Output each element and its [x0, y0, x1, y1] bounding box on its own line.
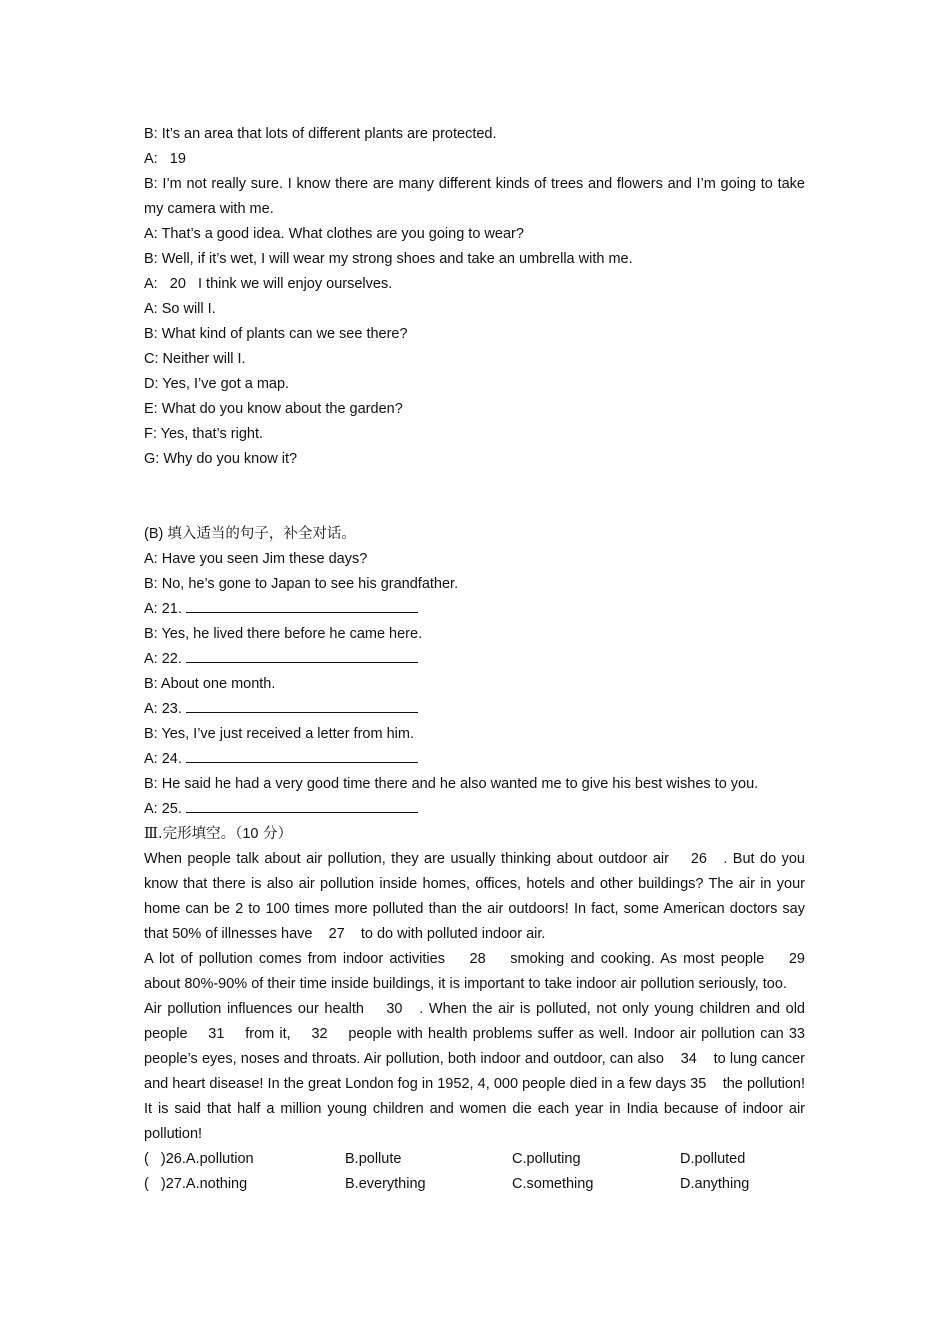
section-3-score: 10 [242, 826, 259, 842]
question-number[interactable]: ( )27.A.nothing [144, 1176, 248, 1192]
choice-row [144, 1147, 805, 1172]
question-number[interactable]: ( )26.A.pollution [144, 1151, 254, 1167]
choice-c[interactable]: C.polluting [512, 1151, 581, 1167]
answer-line: A: 23. [144, 697, 805, 722]
option-line: B: What kind of plants can we see there? [144, 326, 408, 342]
option-line: A: So will I. [144, 301, 216, 317]
answer-line: A: 21. [144, 597, 805, 622]
option-line: G: Why do you know it? [144, 451, 298, 467]
answer-blank[interactable] [186, 748, 418, 763]
answer-blank[interactable] [186, 648, 418, 663]
dialogue-line: B: No, he’s gone to Japan to see his grandfather. [144, 576, 459, 592]
dialogue-line: B: I’m not really sure. I know there are many different kinds of trees and flowers and I’m going to take my camera with me. [144, 176, 805, 217]
choice-d[interactable]: D.polluted [680, 1151, 746, 1167]
dialogue-line: B: Yes, he lived there before he came here. [144, 626, 423, 642]
choice-row [144, 1172, 805, 1197]
dialogue-line: B: Well, if it’s wet, I will wear my strong shoes and take an umbrella with me. [144, 251, 633, 267]
answer-blank[interactable] [186, 698, 418, 713]
section-b-prefix: (B) [144, 526, 168, 542]
answer-line: A: 25. [144, 797, 805, 822]
section-b-dialogue [144, 547, 805, 822]
document-page [144, 122, 822, 1197]
section-b-instruction: 填入适当的句子，补全对话。 [167, 526, 356, 542]
dialogue-line: A: Have you seen Jim these days? [144, 551, 368, 567]
option-line: F: Yes, that’s right. [144, 426, 264, 442]
option-line: E: What do you know about the garden? [144, 401, 403, 417]
answer-line: A: 24. [144, 747, 805, 772]
choice-d[interactable]: D.anything [680, 1176, 750, 1192]
answer-blank[interactable] [186, 598, 418, 613]
dialogue-line: B: He said he had a very good time there and he also wanted me to give his best wishes to you. [144, 776, 759, 792]
spacer [144, 472, 805, 522]
section-b-heading [144, 522, 805, 547]
dialogue-line: B: It’s an area that lots of different plants are protected. [144, 126, 497, 142]
choice-b[interactable]: B.pollute [345, 1151, 402, 1167]
section-3-heading: Ⅲ.完形填空。（10 分） [144, 826, 293, 842]
dialogue-line: A: 20 I think we will enjoy ourselves. [144, 276, 393, 292]
choice-c[interactable]: C.something [512, 1176, 594, 1192]
dialogue-line: B: About one month. [144, 676, 276, 692]
dialogue-line: B: Yes, I’ve just received a letter from him. [144, 726, 414, 742]
cloze-paragraph: A lot of pollution comes from indoor activities 28 smoking and cooking. As most people 29 about 80%-90% of their time inside buildings, it is important to take indoor air pollution seriously, too. [144, 951, 822, 992]
option-line: D: Yes, I’ve got a map. [144, 376, 290, 392]
dialogue-line: A: 19 [144, 151, 186, 167]
section-3-title: Ⅲ.完形填空。 [144, 826, 236, 842]
dialogue-line: A: That’s a good idea. What clothes are you going to wear? [144, 226, 524, 242]
option-line: C: Neither will I. [144, 351, 246, 367]
answer-blank[interactable] [186, 798, 418, 813]
answer-line: A: 22. [144, 647, 805, 672]
cloze-paragraph: Air pollution influences our health 30 . When the air is polluted, not only young children and old people 31 from it, 32 people with health problems suffer as well. Indoor air pollution can 33 people’s eyes, noses and throats. Air pollution, both indoor and outdoor, can also 34 to lung cancer and heart disease! In the great London fog in 1952, 4, 000 people died in a few days 35 the pollution! It is said that half a million young children and women die each year in India because of indoor air pollution! [144, 1001, 822, 1142]
cloze-paragraph: When people talk about air pollution, they are usually thinking about outdoor air 26 . But do you know that there is also air pollution inside homes, offices, hotels and other buildings? The air in your home can be 2 to 100 times more polluted than the air outdoors! In fact, some American doctors say that 50% of illnesses have 27 to do with polluted indoor air. [144, 851, 810, 942]
choice-b[interactable]: B.everything [345, 1176, 426, 1192]
